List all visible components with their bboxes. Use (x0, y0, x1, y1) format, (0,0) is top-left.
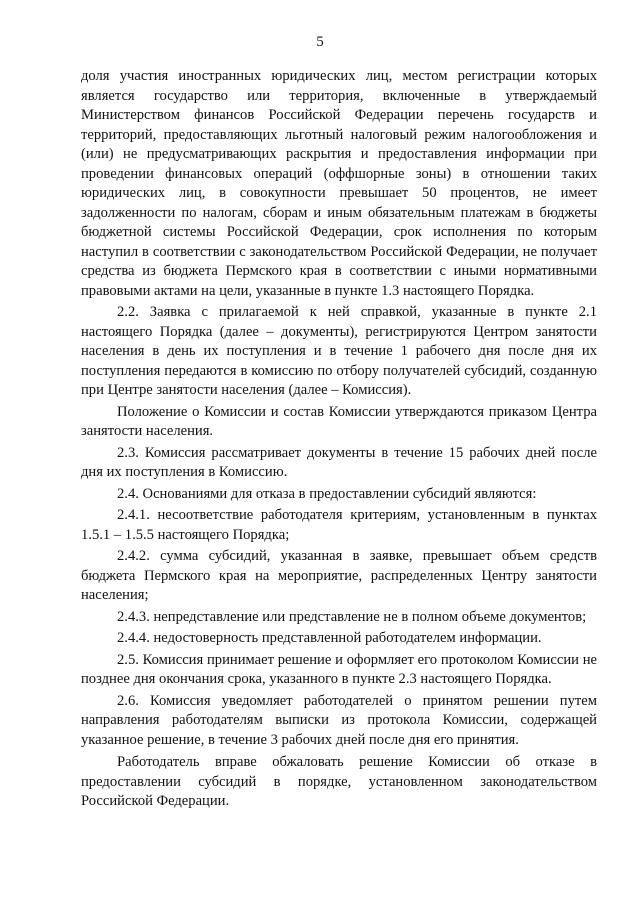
page-number: 5 (316, 34, 324, 50)
paragraph-commission-regulation: Положение о Комиссии и состав Комиссии утверждаются приказом Центра занятости населения. (81, 403, 597, 439)
paragraph-2-5: 2.5. Комиссия принимает решение и оформляет его протоколом Комиссии не позднее дня окончания срока, указанного в пункте 2.3 настоящего Порядка. (81, 651, 597, 687)
paragraph-2-4: 2.4. Основаниями для отказа в предоставлении субсидий являются: (117, 485, 537, 502)
document-body (81, 67, 597, 814)
paragraph-2-6: 2.6. Комиссия уведомляет работодателей о принятом решении путем направления работодателям выписки из протокола Комиссии, содержащей указанное решение, в течение 3 рабочих дней после дня его принятия. (81, 692, 597, 748)
paragraph-2-2: 2.2. Заявка с прилагаемой к ней справкой, указанные в пункте 2.1 настоящего Порядка (далее – документы), регистрируются Центром занятости населения в день их поступления и в течение 1 рабочего дня после дня их поступления передаются в комиссию по отбору получателей субсидий, созданную при Центре занятости населения (далее – Комиссия). (81, 304, 597, 398)
paragraph-appeal: Работодатель вправе обжаловать решение Комиссии об отказе в предоставлении субсидий в порядке, установленном законодательством Российской Федерации. (81, 754, 597, 809)
paragraph-2-4-4: 2.4.4. недостоверность представленной работодателем информации. (117, 630, 542, 646)
paragraph-continuation: доля участия иностранных юридических лиц, местом регистрации которых является государство или территория, включенные в утверждаемый Министерством финансов Российской Федерации перечень государств и территорий, предоставляющих льготный налоговый режим налогообложения и (или) не предусматривающих раскрытия и предоставления информации при проведении финансовых операций (оффшорные зоны) в отношении таких юридических лиц, в совокупности превышает 50 процентов, не имеет задолженности по налогам, сборам и иным обязательным платежам в бюджеты бюджетной системы Российской Федерации, срок исполнения по которым наступил в соответствии с законодательством Российской Федерации, не получает средства из бюджета Пермского края в соответствии с иными нормативными правовыми актами на цели, указанные в пункте 1.3 настоящего Порядка. (81, 68, 597, 299)
paragraph-2-4-2: 2.4.2. сумма субсидий, указанная в заявке, превышает объем средств бюджета Пермского края на мероприятие, распределенных Центру занятости населения; (81, 548, 597, 603)
paragraph-2-4-1: 2.4.1. несоответствие работодателя критериям, установленным в пунктах 1.5.1 – 1.5.5 настоящего Порядка; (81, 507, 597, 543)
paragraph-2-3: 2.3. Комиссия рассматривает документы в течение 15 рабочих дней после дня их поступления в Комиссию. (81, 444, 597, 480)
paragraph-2-4-3: 2.4.3. непредставление или представление не в полном объеме документов; (117, 608, 587, 625)
